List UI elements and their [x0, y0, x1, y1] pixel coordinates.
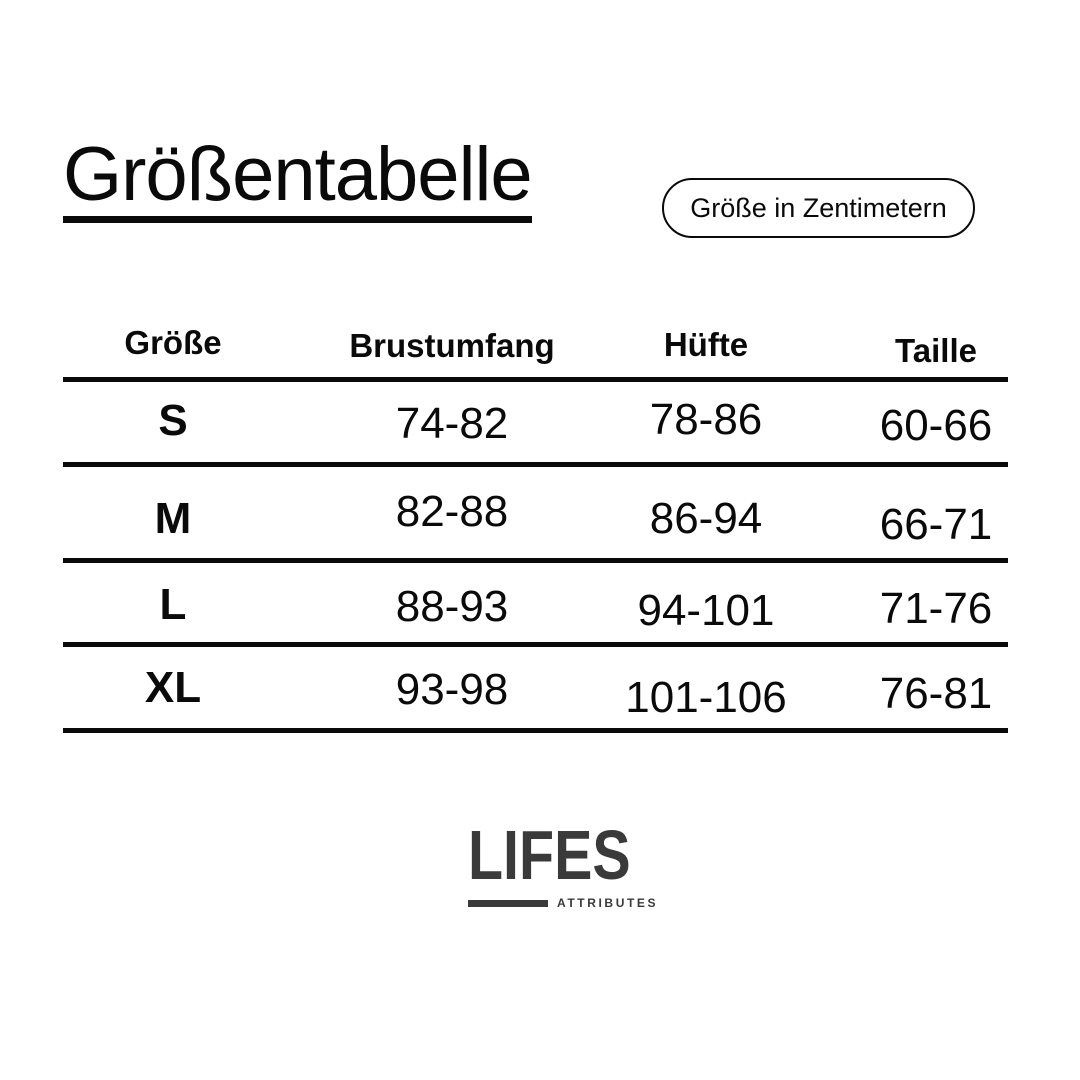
column-header-taille: Taille — [895, 332, 977, 369]
taille-value: 66-71 — [879, 499, 993, 549]
logo-underline-bar — [468, 900, 548, 907]
size-table — [63, 315, 1008, 733]
brustumfang-value: 88-93 — [395, 581, 509, 631]
brustumfang-value: 74-82 — [395, 399, 509, 448]
size-label: XL — [144, 662, 202, 712]
brustumfang-value: 93-98 — [395, 664, 509, 714]
brustumfang-value: 82-88 — [395, 486, 509, 536]
table-rule — [63, 728, 1008, 733]
page-title: Größentabelle — [63, 136, 532, 223]
table-row-m — [63, 467, 1008, 558]
table-row-s — [63, 382, 1008, 462]
taille-value: 60-66 — [879, 401, 993, 450]
column-header-brustumfang: Brustumfang — [349, 327, 555, 364]
huefte-value: 94-101 — [637, 585, 775, 635]
size-label: M — [154, 493, 192, 543]
huefte-value: 101-106 — [625, 672, 787, 722]
brand-logo-wordmark: LIFES — [468, 816, 631, 894]
table-row-l — [63, 563, 1008, 642]
huefte-value: 78-86 — [649, 395, 763, 444]
taille-value: 76-81 — [879, 668, 993, 718]
huefte-value: 86-94 — [649, 493, 763, 543]
brand-logo-subline — [468, 896, 659, 910]
size-label: S — [158, 396, 188, 445]
brand-logo-tagline: ATTRIBUTES — [557, 896, 659, 910]
table-header-row — [63, 315, 1008, 377]
unit-badge-label: Größe in Zentimetern — [690, 192, 947, 223]
taille-value: 71-76 — [879, 583, 993, 633]
brand-logo — [468, 816, 659, 910]
size-label: L — [159, 579, 187, 629]
column-header-huefte: Hüfte — [663, 326, 749, 363]
column-header-groesse: Größe — [124, 324, 222, 361]
table-row-xl — [63, 647, 1008, 728]
unit-badge — [662, 178, 975, 238]
